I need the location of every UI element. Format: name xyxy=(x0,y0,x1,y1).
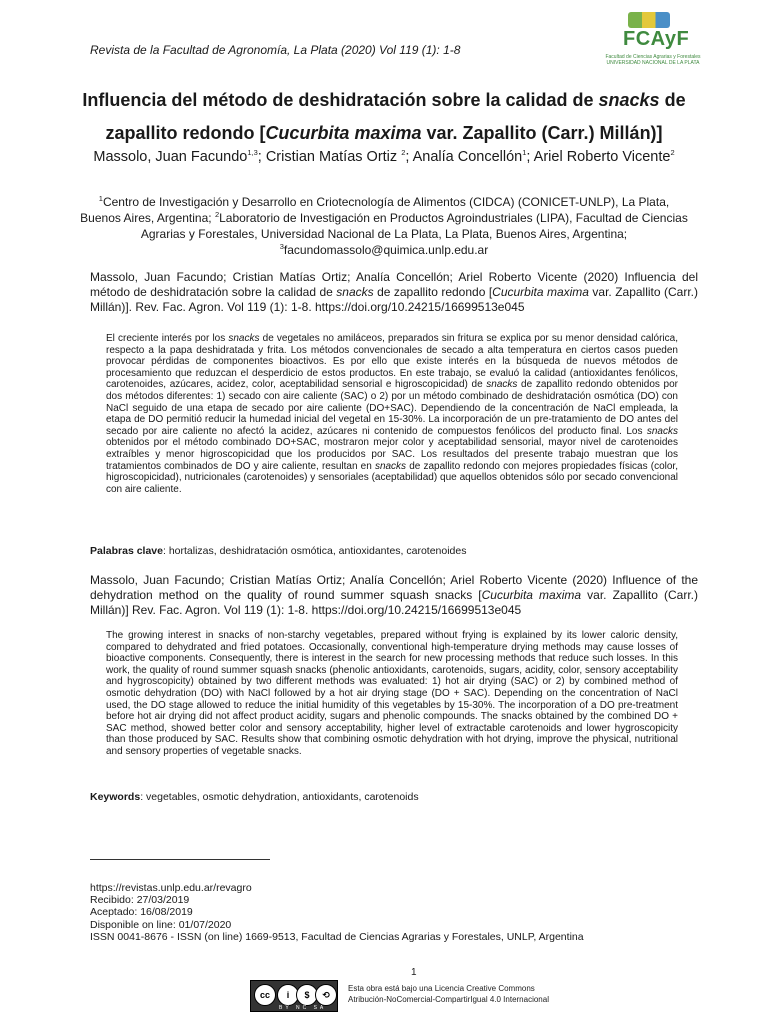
logo-text: FCAyF xyxy=(623,28,690,50)
license-line-2[interactable]: Atribución-NoComercial-CompartirIgual 4.0 Internacional xyxy=(348,995,549,1004)
sa-icon: ⟲ xyxy=(315,984,337,1006)
logo-subtitle: Facultad de Ciencias Agrarias y Forestales UNIVERSIDAD NACIONAL DE LA PLATA xyxy=(605,54,701,66)
license-text xyxy=(348,983,549,1005)
received-date: Recibido: 27/03/2019 xyxy=(90,894,190,907)
issn-line: ISSN 0041-8676 - ISSN (on line) 1669-9513, Facultad de Ciencias Agrarias y Forestales, UNLP, Argentina xyxy=(90,930,584,943)
fcayf-logo xyxy=(597,10,707,80)
journal-url[interactable]: https://revistas.unlp.edu.ar/revagro xyxy=(90,882,252,894)
abstract-english: The growing interest in snacks of non-starchy vegetables, prepared without frying is explained by its lower caloric density, compared to dehydrated and fried potatoes. Occasionally, conventional high-temperature drying methods may cause losses of bioactive components. Consequently, there is interest in the search for new processing methods that reduce such losses. In this work, the quality of round summer squash snacks (phenolic antioxidants, carotenoids, sugars, acidity, color, sensory acceptability and hygroscopicity) obtained by two different methods was evaluated: 1) hot air drying (SAC) or 2) by combined method of osmotic dehydration (DO) with NaCl followed by a hot air drying stage (DO + SAC). Depending on the concentration of NaCl used, the DO stage allowed to reduce the initial humidity of this vegetables by 15-30%. The incorporation of a DO pre-treatment before hot air drying did not affect product acidity, sugars and phenolic compounds. The snacks obtained by the combined DO + SAC method, showed better color and sensory acceptability, higher level of extractable carotenoids and lower hygroscopicity than those produced by SAC. Results show that combining osmotic dehydration with hot drying, improve the physical, nutritional and sensory properties of vegetable snacks. xyxy=(106,630,678,757)
nc-icon: $ xyxy=(296,984,318,1006)
accepted-date: Aceptado: 16/08/2019 xyxy=(90,906,193,919)
license-line-1[interactable]: Esta obra está bajo una Licencia Creative Commons xyxy=(348,984,535,993)
keywords-english: Keywords: vegetables, osmotic dehydration, antioxidants, carotenoids xyxy=(90,791,419,803)
by-icon: i xyxy=(277,984,299,1006)
cc-license-badge[interactable] xyxy=(250,980,338,1012)
citation-english: Massolo, Juan Facundo; Cristian Matías Ortiz; Analía Concellón; Ariel Roberto Vicente (2020) Influence of the dehydration method on the quality of round summer squash snacks [Cucurbita maxima var. Zapallito (Carr.) Millán)] Rev. Fac. Agron. Vol 119 (1): 1-8. https://doi.org/10.24215/16699513e045 xyxy=(90,573,698,617)
article-title: Influencia del método de deshidratación sobre la calidad de snacks de zapallito redondo [Cucurbita maxima var. Zapallito (Carr.) Millán)] xyxy=(82,90,686,143)
logo-leaf-icon xyxy=(628,12,670,28)
journal-header: Revista de la Facultad de Agronomía, La Plata (2020) Vol 119 (1): 1-8 xyxy=(90,43,461,57)
affiliations: $^1$Centro de Investigación y Desarrollo en Criotecnología de Alimentos (CIDCA) (CONICET-UNLP), La Plata, Buenos Aires, Argentina; $^2$Laboratorio de Investigación en Productos Agroindustriales (LIPA), Facultad de Ciencias Agrarias y Forestales, Universidad Nacional de La Plata, La Plata, Buenos Aires, Argentina; $^3$facundomassolo@quimica.unlp.edu.ar xyxy=(80,194,688,257)
badge-label: BY NC SA xyxy=(279,1005,327,1011)
author-email[interactable]: facundomassolo@quimica.unlp.edu.ar xyxy=(283,243,489,257)
authors: Massolo, Juan Facundo$^{1,3}$; Cristian Matías Ortiz $^2$; Analía Concellón$^1$; Ariel Roberto Vicente$^2$ xyxy=(93,148,675,165)
page-number: 1 xyxy=(411,967,417,978)
online-date: Disponible on line: 01/07/2020 xyxy=(90,918,232,931)
abstract-spanish: El creciente interés por los snacks de vegetales no amiláceos, preparados sin fritura se explica por su menor densidad calórica, respecto a la papa deshidratada y frita. Los métodos convencionales de secado a alta temperatura en ciertos casos pueden provocar pérdidas de componentes bioactivos. Es por ello que existe interés en la búsqueda de nuevos métodos de procesamiento que reduzcan el desperdicio de estos productos. En este trabajo, se evaluó la calidad (antioxidantes fenólicos, carotenoides, azúcares, acidez, color, aceptabilidad sensorial e higroscopicidad) de snacks de zapallito redondo obtenidos por dos métodos diferentes: 1) secado con aire caliente (SAC) o 2) por un método combinado de deshidratación osmótica (DO) con NaCl seguido de una etapa de secado por aire caliente (DO+SAC). Dependiendo de la concentración de NaCl empleada, la etapa de DO permitió reducir la humedad inicial del vegetal en 15-30%. La incorporación de un pre-tratamiento de DO antes del secado por aire caliente no afectó la acidez, azúcares ni contenido de compuestos fenólicos del producto final. Los snacks obtenidos por el método combinado DO+SAC, mostraron mejor color y aceptabilidad sensorial, mayor nivel de carotenoides extraíbles y menor higroscopicidad que los producidos por SAC. Los resultados del presente trabajo muestran que los tratamientos combinados de DO y aire caliente, resultan en snacks de zapallito redondo con mejores propiedades físicas (color, higroscopicidad), nutricionales (carotenoides) y sensoriales (aceptabilidad) que aquellos obtenidos sólo por secado convencional con aire caliente. xyxy=(106,333,678,495)
citation-spanish: Massolo, Juan Facundo; Cristian Matías Ortiz; Analía Concellón; Ariel Roberto Vicente (2020) Influencia del método de deshidratación sobre la calidad de snacks de zapallito redondo [Cucurbita maxima var. Zapallito (Carr.) Millán)]. Rev. Fac. Agron. Vol 119 (1): 1-8. https://doi.org/10.24215/16699513e045 xyxy=(90,270,698,314)
cc-icon: cc xyxy=(254,984,276,1006)
footnotes xyxy=(90,882,584,943)
footnote-divider xyxy=(90,859,270,860)
keywords-spanish: Palabras clave: hortalizas, deshidratación osmótica, antioxidantes, carotenoides xyxy=(90,545,467,557)
